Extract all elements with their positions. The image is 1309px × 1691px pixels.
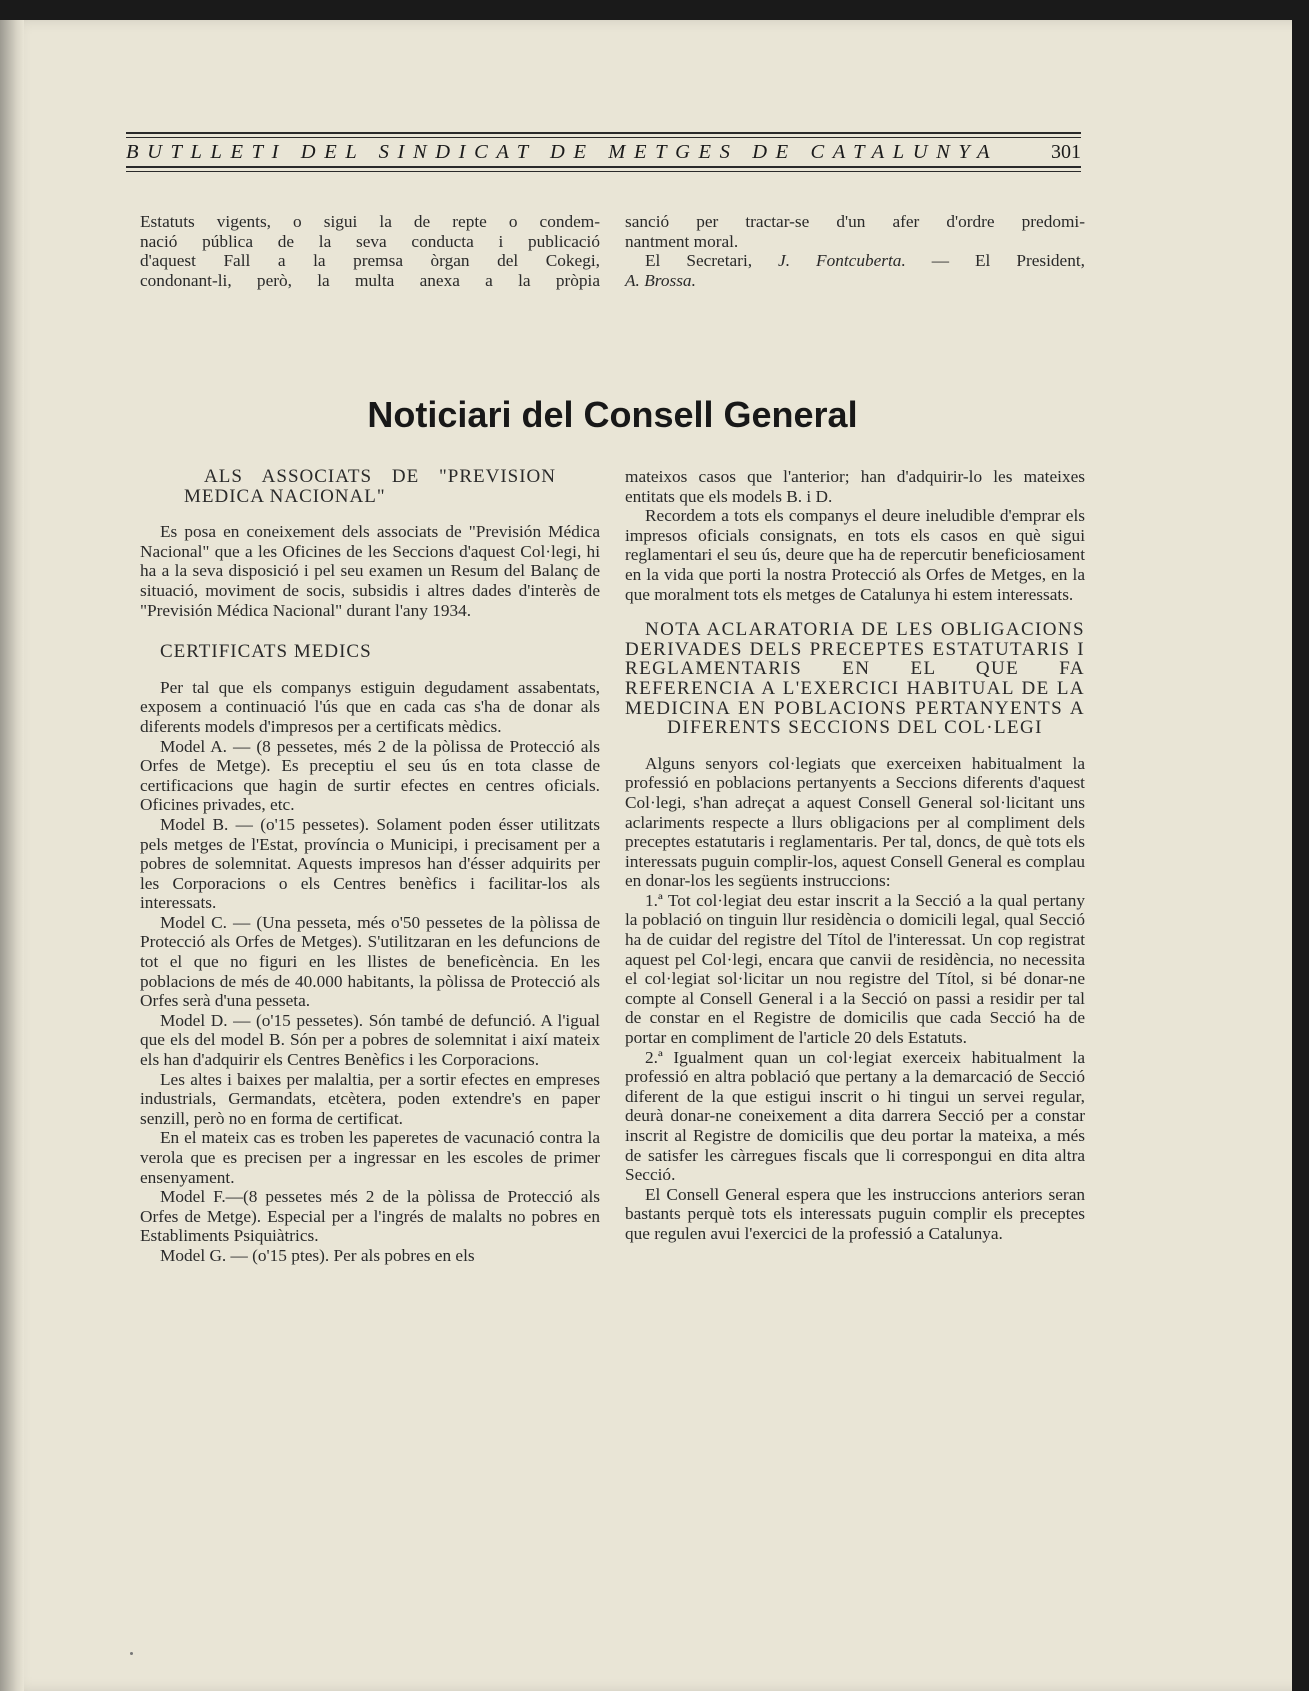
heading-nota-aclaratoria: NOTA ACLARATORIA DE LES OBLIGACIONS DERIVADES DELS PRECEPTES ESTATUTARIS I REGLAMENTARIS EN EL QUE FA REFERENCIA A L'EXERCICI HABITUAL DE LA MEDICINA EN POBLACIONS PERTANYENTS A DIFERENTS SECCIONS DEL COL·LEGI: [625, 619, 1085, 739]
paragraph-model-c: Model C. — (Una pesseta, més o'50 pessetes de la pòlissa de Protecció als Orfes de Metges). S'utilitzaran en les defuncions de tot el que no figuri en les llistes de beneficència. En les poblacions de més de 40.000 habitants, la pòlissa de Protecció als Orfes serà d'una pesseta.: [140, 912, 600, 1011]
header-rule-bottom-thin: [126, 171, 1081, 172]
paragraph: El Consell General espera que les instruccions anteriors seran bastants perquè tots els interessats puguin complir els preceptes que regulen avui l'exercici de la professió a Catalunya.: [625, 1184, 1085, 1243]
page-number: 301: [1051, 141, 1081, 163]
paragraph: Es posa en coneixement dels associats de "Previsión Médica Nacional" que a les Oficines de les Seccions d'aquest Col·legi, hi ha a la seva disposició i pel seu examen un Resum del Balanç de situació, moviment de socis, subsidis i altres dades d'interès de "Previsión Médica Nacional" durant l'any 1934.: [140, 522, 600, 620]
paragraph: mateixos casos que l'anterior; han d'adquirir-lo les mateixes entitats que els models B. i D.: [625, 467, 1085, 506]
paper-speck: [130, 1652, 133, 1655]
continued-text-left: [140, 212, 600, 290]
paragraph: En el mateix cas es troben les paperetes de vacunació contra la verola que es precisen per a ingressar en les escoles de primer ensenyament.: [140, 1128, 600, 1187]
signature-line: [625, 251, 1085, 271]
paragraph: Recordem a tots els companys el deure ineludible d'emprar els impresos oficials consignats, en tots els casos en què sigui reglamentari el seu ús, deure que ha de repercutir beneficiosament en la vida que porti la nostra Protecció als Orfes de Metges, en la que moralment tots els metges de Catalunya hi estem interessats.: [625, 506, 1085, 604]
continued-text-right: [625, 212, 1085, 290]
paragraph-instruction-1: 1.ª Tot col·legiat deu estar inscrit a la Secció a la qual pertany la població on tinguin llur residència o domicili legal, qual Secció ha de cuidar del registre del Títol de l'interessat. Un cop registrat aquest pel Col·legi, encara que canvii de residència, no necessita el col·legiat sol·licitar un nou registre del Títol, si bé donar-ne compte al Consell General i a la Secció on passi a residir per tal de constar en el Registre de domicilis que cada Secció ha de portar en compliment de l'article 20 dels Estatuts.: [625, 890, 1085, 1048]
paragraph-instruction-2: 2.ª Igualment quan un col·legiat exerceix habitualment la professió en altra població que pertany a la demarcació de Secció diferent de la que estigui inscrit o hi tingui un servei regular, deurà donar-ne coneixement a dita darrera Secció per a constar inscrit al Registre de domicilis que deu portar la mateixa, a més de satisfer les càrregues fiscals que li correspongui en dita altra Secció.: [625, 1047, 1085, 1185]
header-rule-top-thin: [126, 137, 1081, 138]
paragraph: Alguns senyors col·legiats que exerceixen habitualment la professió en poblacions pertanyents a Seccions diferents d'aquest Col·legi, s'han adreçat a aquest Consell General sol·licitant uns aclariments respecte a llurs obligacions per al compliment dels preceptes estatutaris i reglamentaris. Per tal, doncs, de què tots els interessats puguin complir-los, aquest Consell General es complau en donar-los les següents instruccions:: [625, 753, 1085, 891]
running-header: [126, 132, 1081, 172]
right-column: [625, 467, 1085, 1244]
signature-prefix: El Secretari,: [645, 251, 779, 271]
paragraph-model-a: Model A. — (8 pessetes, més 2 de la pòlissa de Protecció als Orfes de Metge). Es preceptiu el seu ús en tota classe de certificacions que hagin de surtir efectes en centres oficials. Oficines privades, etc.: [140, 736, 600, 815]
paragraph-model-b: Model B. — (o'15 pessetes). Solament poden ésser utilitzats pels metges de l'Estat, província o Municipi, i precisament per a pobres de solemnitat. Aquests impresos han d'ésser adquirits per les Corporacions o els Centres benèfics i facilitar-los als interessats.: [140, 814, 600, 913]
text-line: condonant-li, però, la multa anexa a la pròpia: [140, 270, 600, 290]
paragraph-model-g: Model G. — (o'15 ptes). Per als pobres en els: [160, 1245, 475, 1265]
paragraph-model-f: Model F.—(8 pessetes més 2 de la pòlissa de Protecció als Orfes de Metge). Especial per a l'ingrés de malalts no pobres en Establiments Psiquiàtrics.: [140, 1187, 600, 1246]
running-title: BUTLLETI DEL SINDICAT DE METGES DE CATALUNYA: [126, 141, 999, 163]
paragraph: Les altes i baixes per malaltia, per a sortir efectes en empreses industrials, Germandats, etcètera, poden extendre's en paper senzill, però no en forma de certificat.: [140, 1069, 600, 1128]
text-line: sanció per tractar-se d'un afer d'ordre predomi-: [625, 212, 1085, 231]
paragraph-model-d: Model D. — (o'15 pessetes). Són també de defunció. A l'igual que els del model B. Són per a pobres de solemnitat i així mateix els han d'adquirir els Centres Benèfics i les Corporacions.: [140, 1010, 600, 1070]
signature-mid: — El President,: [905, 251, 1085, 271]
text-line: nantment moral.: [625, 231, 739, 251]
header-rule-top: [126, 132, 1081, 134]
secretary-name: J. Fontcuberta.: [778, 251, 906, 271]
header-rule-bottom: [126, 166, 1081, 168]
left-column: [140, 467, 600, 1266]
paragraph: Per tal que els companys estiguin degudament assabentats, exposem a continuació l'ús que en cada cas s'ha de donar als diferents models d'impresos per a certificats mèdics.: [140, 677, 600, 736]
page-binding-edge: [0, 20, 24, 1691]
president-name: A. Brossa.: [625, 270, 696, 290]
heading-certificats-medics: CERTIFICATS MEDICS: [160, 641, 372, 663]
text-line: nació pública de la seva conducta i publicació: [140, 231, 600, 251]
text-line: d'aquest Fall a la premsa òrgan del Cokegi,: [140, 251, 600, 271]
text-line: Estatuts vigents, o sigui la de repte o condem-: [140, 212, 600, 231]
heading-prevision-medica: ALS ASSOCIATS DE "PREVISION MEDICA NACIONAL": [184, 466, 556, 507]
section-title: Noticiari del Consell General: [367, 394, 858, 435]
